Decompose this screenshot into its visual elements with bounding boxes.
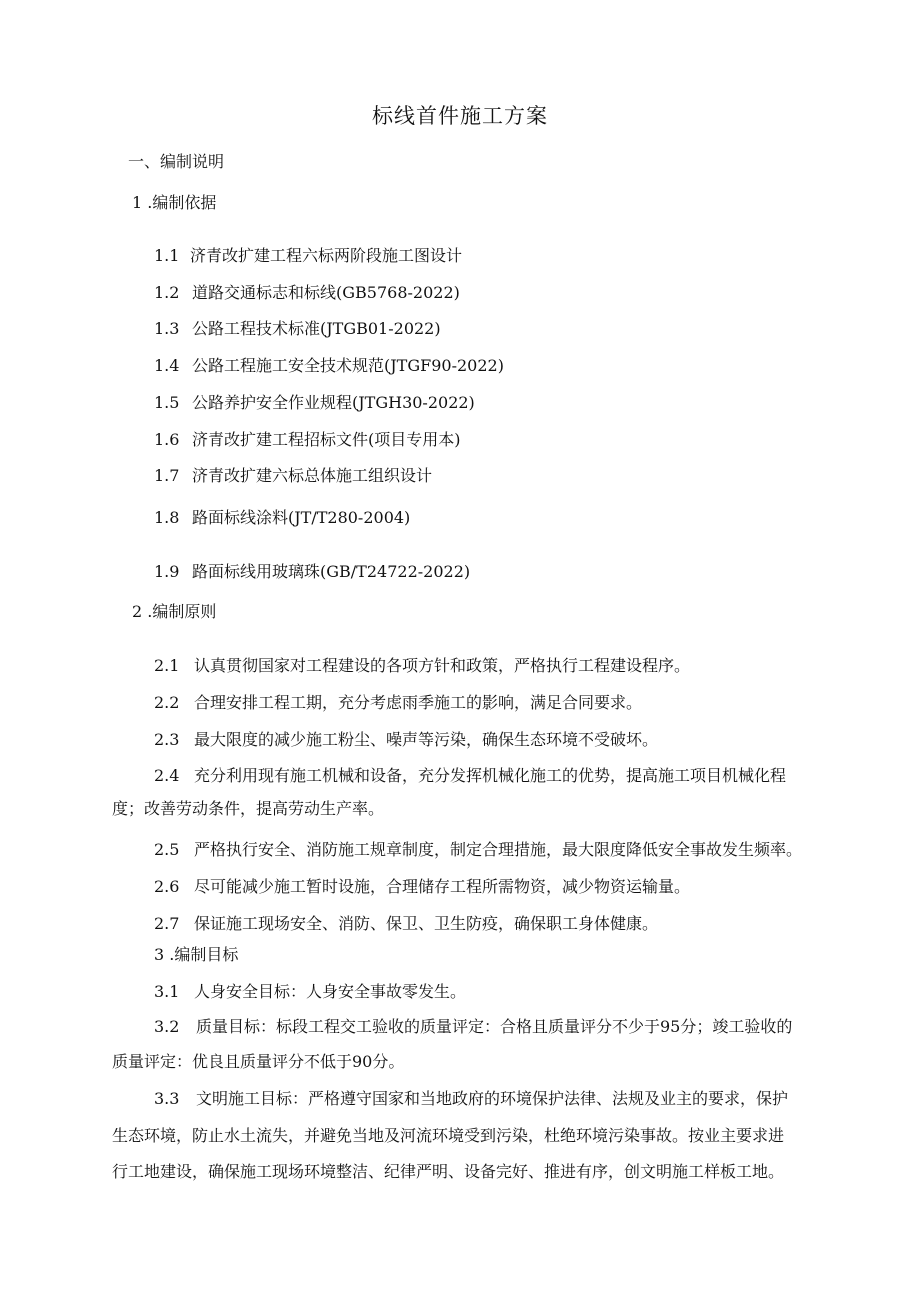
item-text: 严格执行安全、消防施工规章制度，制定合理措施，最大限度降低安全事故发生频率。 — [194, 840, 803, 859]
goal-item-continuation: 行工地建设，确保施工现场环境整洁、纪律严明、设备完好、推进有序，创文明施工样板工地。 — [112, 1162, 785, 1181]
item-number: 2.3 — [154, 730, 180, 749]
item-number: 1.9 — [154, 562, 180, 581]
item-text: 充分利用现有施工机械和设备，充分发挥机械化施工的优势，提高施工项目机械化程 — [194, 766, 787, 785]
basis-item — [154, 391, 475, 415]
principle-item — [154, 728, 658, 752]
item-text: 公路养护安全作业规程(JTGH30-2022) — [192, 393, 475, 412]
item-text: 路面标线用玻璃珠(GB/T24722-2022) — [192, 562, 471, 581]
principle-item — [154, 654, 690, 678]
item-text: 尽可能减少施工暂时设施，合理储存工程所需物资，减少物资运输量。 — [194, 877, 691, 896]
principle-item — [154, 912, 658, 936]
principle-item — [154, 691, 642, 715]
item-number: 2.1 — [154, 656, 180, 675]
goal-item — [154, 980, 466, 1004]
item-number: 1.4 — [154, 356, 180, 375]
document-title: 标线首件施工方案 — [372, 104, 548, 128]
item-text: 济青改扩建工程六标两阶段施工图设计 — [190, 246, 463, 265]
item-number: 3.2 — [154, 1017, 180, 1036]
principle-item — [154, 764, 786, 788]
principles-heading: 2 .编制原则 — [132, 602, 217, 621]
item-number: 1.3 — [154, 319, 180, 338]
item-number: 2.4 — [154, 766, 180, 785]
item-number: 3.1 — [154, 982, 180, 1001]
goal-item-continuation: 质量评定：优良且质量评分不低于90分。 — [112, 1052, 405, 1071]
item-text: 济青改扩建工程招标文件(项目专用本) — [192, 430, 461, 449]
item-text: 保证施工现场安全、消防、保卫、卫生防疫，确保职工身体健康。 — [194, 914, 659, 933]
item-text: 质量目标：标段工程交工验收的质量评定：合格且质量评分不少于95分；竣工验收的 — [196, 1017, 793, 1036]
goal-item-continuation: 生态环境，防止水土流失，并避免当地及河流环境受到污染，杜绝环境污染事故。按业主要求进 — [112, 1126, 785, 1145]
basis-item — [154, 244, 462, 268]
goal-item — [154, 1015, 792, 1039]
principle-item-continuation: 度；改善劳动条件，提高劳动生产率。 — [112, 799, 385, 818]
basis-item — [154, 428, 461, 452]
item-number: 2.5 — [154, 840, 180, 859]
item-number: 2.2 — [154, 693, 180, 712]
basis-item — [154, 354, 504, 378]
item-number: 1.2 — [154, 283, 180, 302]
basis-item — [154, 506, 410, 530]
item-number: 1.5 — [154, 393, 180, 412]
basis-item — [154, 281, 460, 305]
item-text: 认真贯彻国家对工程建设的各项方针和政策，严格执行工程建设程序。 — [194, 656, 691, 675]
section-heading-1: 一、编制说明 — [128, 152, 225, 171]
item-text: 公路工程施工安全技术规范(JTGF90-2022) — [192, 356, 504, 375]
goals-heading: 3 .编制目标 — [154, 945, 239, 964]
basis-item — [154, 464, 432, 488]
item-number: 1.7 — [154, 466, 180, 485]
basis-item — [154, 317, 441, 341]
item-text: 路面标线涂料(JT/T280-2004) — [192, 508, 411, 527]
basis-heading: 1 .编制依据 — [132, 193, 217, 212]
item-text: 人身安全目标：人身安全事故零发生。 — [194, 982, 467, 1001]
item-text: 最大限度的减少施工粉尘、噪声等污染，确保生态环境不受破坏。 — [194, 730, 659, 749]
item-number: 1.6 — [154, 430, 180, 449]
item-text: 济青改扩建六标总体施工组织设计 — [192, 466, 433, 485]
item-text: 道路交通标志和标线(GB5768-2022) — [192, 283, 460, 302]
principle-item — [154, 875, 690, 899]
basis-item — [154, 560, 470, 584]
item-text: 文明施工目标：严格遵守国家和当地政府的环境保护法律、法规及业主的要求，保护 — [196, 1089, 789, 1108]
item-number: 1.8 — [154, 508, 180, 527]
item-number: 3.3 — [154, 1089, 180, 1108]
item-text: 公路工程技术标准(JTGB01-2022) — [192, 319, 441, 338]
goal-item — [154, 1087, 788, 1111]
item-text: 合理安排工程工期，充分考虑雨季施工的影响，满足合同要求。 — [194, 693, 643, 712]
item-number: 2.7 — [154, 914, 180, 933]
item-number: 2.6 — [154, 877, 180, 896]
principle-item — [154, 838, 802, 862]
item-number: 1.1 — [154, 246, 180, 265]
